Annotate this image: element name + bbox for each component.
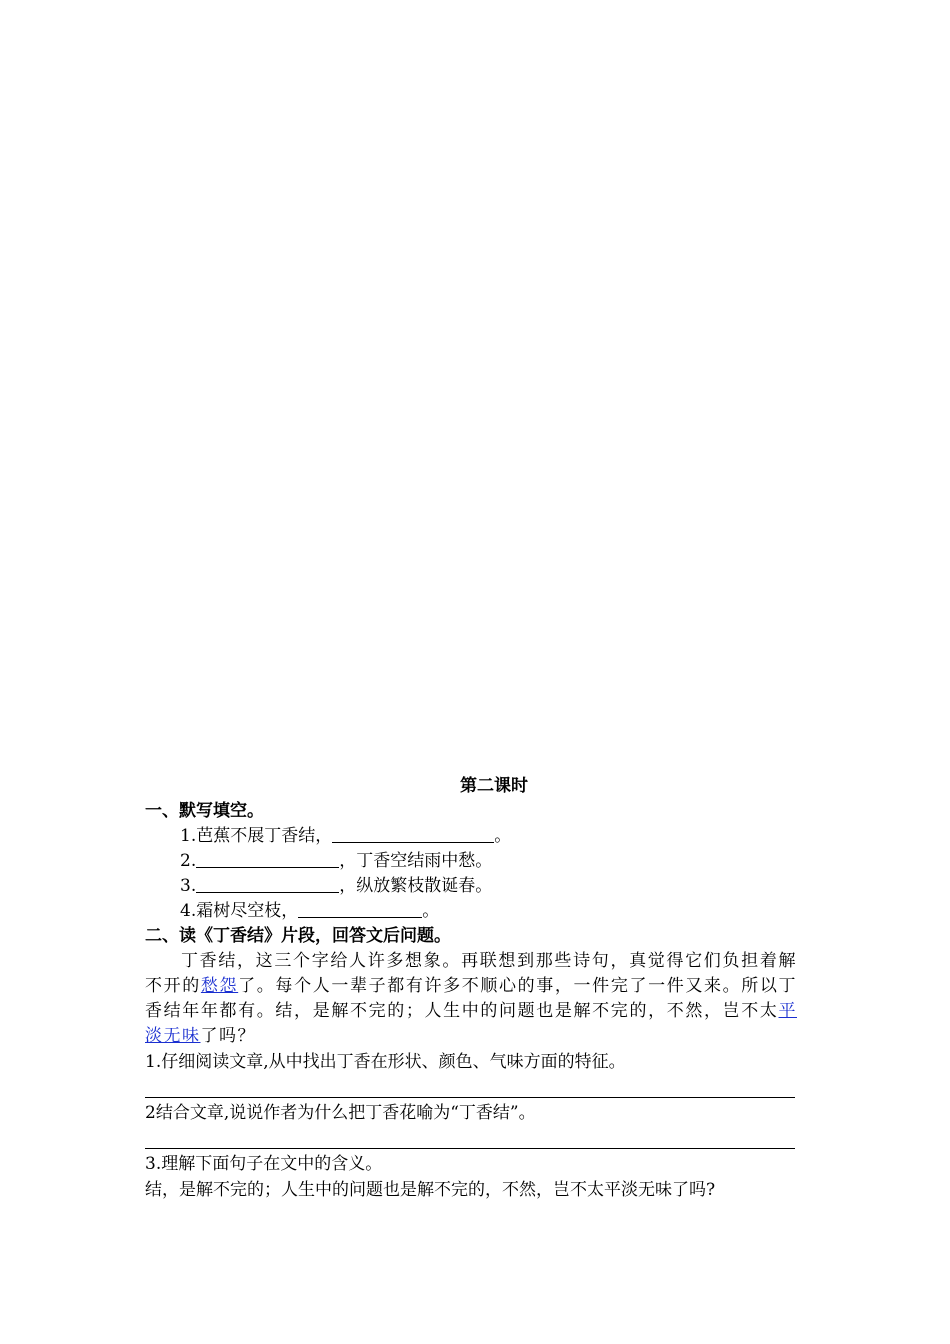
link-chouyuan[interactable]: 愁怨 xyxy=(200,976,239,996)
section2-heading: 二、读《丁香结》片段，回答文后问题。 xyxy=(145,926,451,946)
answer-line-2[interactable] xyxy=(145,1126,795,1149)
question-2: 2结合文章,说说作者为什么把丁香花喻为“丁香结”。 xyxy=(145,1103,536,1123)
fill-item-2 xyxy=(145,849,797,874)
answer-line-1[interactable] xyxy=(145,1075,795,1098)
fill-item-4-prompt: 4.霜树尽空枝， xyxy=(180,901,299,921)
fill-item-1-prompt: 1.芭蕉不展丁香结， xyxy=(180,826,333,846)
passage-part-3: 了吗？ xyxy=(200,1026,256,1046)
fill-item-3 xyxy=(145,874,797,899)
fill-item-3-end: ，纵放繁枝散诞春。 xyxy=(339,876,493,896)
fill-item-2-end: ，丁香空结雨中愁。 xyxy=(339,851,493,871)
fill-item-2-blank[interactable] xyxy=(196,849,339,868)
reading-passage xyxy=(145,949,797,1049)
link-pingdanwuwei[interactable]: 平淡无味 xyxy=(145,1001,797,1046)
section1-heading: 一、默写填空。 xyxy=(145,801,264,821)
question-3: 3.理解下面句子在文中的含义。 xyxy=(145,1154,383,1174)
fill-item-1-blank[interactable] xyxy=(332,824,494,843)
fill-item-1 xyxy=(145,824,797,849)
fill-item-3-blank[interactable] xyxy=(196,874,339,893)
passage-part-1: 丁香结，这三个字给人许多想象。再联想到那些诗句，真觉得它们负担着解不开的 xyxy=(145,951,797,996)
fill-item-4-end: 。 xyxy=(422,901,440,921)
fill-item-4-blank[interactable] xyxy=(298,899,422,918)
lesson-title: 第二课时 xyxy=(460,776,528,796)
passage-part-2: 了。每个人一辈子都有许多不顺心的事，一件完了一件又来。所以丁香结年年都有。结，是解不完的；人生中的问题也是解不完的，不然，岂不太 xyxy=(145,976,798,1021)
worksheet-content xyxy=(145,773,797,1203)
fill-item-3-prompt: 3. xyxy=(180,876,197,896)
fill-item-1-end: 。 xyxy=(494,826,512,846)
fill-item-2-prompt: 2. xyxy=(180,851,197,871)
question-1: 1.仔细阅读文章,从中找出丁香在形状、颜色、气味方面的特征。 xyxy=(145,1052,626,1072)
quote-sentence: 结，是解不完的；人生中的问题也是解不完的，不然，岂不太平淡无味了吗? xyxy=(145,1180,716,1200)
fill-item-4 xyxy=(145,899,797,924)
